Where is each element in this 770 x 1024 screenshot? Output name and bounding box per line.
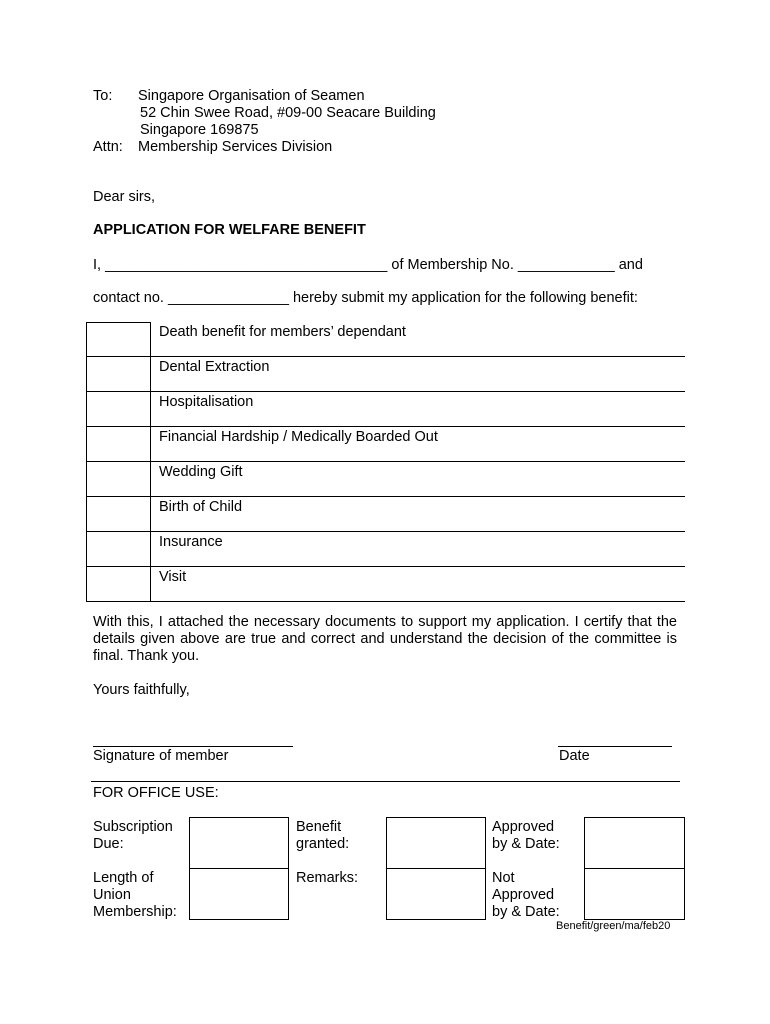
recipient-street: 52 Chin Swee Road, #09-00 Seacare Building [140, 105, 436, 121]
submit-text: hereby submit my application for the following benefit: [292, 290, 638, 306]
benefit-row [86, 567, 685, 602]
remarks-box[interactable] [386, 868, 486, 920]
benefit-checkbox-insurance[interactable] [86, 532, 151, 566]
attn-label: Attn: [93, 139, 123, 155]
benefit-checkbox-death[interactable] [86, 322, 151, 356]
benefit-checkbox-birth[interactable] [86, 497, 151, 531]
benefit-row [86, 462, 685, 497]
length-membership-box[interactable] [189, 868, 289, 920]
applicant-prefix: I, [93, 257, 102, 273]
benefit-label: Insurance [159, 534, 223, 550]
contact-no-field[interactable]: _______________ [167, 290, 289, 306]
recipient-city: Singapore 169875 [140, 122, 259, 138]
signature-line[interactable] [93, 746, 293, 747]
benefit-checkbox-wedding[interactable] [86, 462, 151, 496]
benefit-label: Visit [159, 569, 187, 585]
benefit-granted-box[interactable] [386, 817, 486, 869]
approved-box[interactable] [584, 817, 685, 869]
contact-no-text: contact no. [93, 290, 164, 306]
benefit-row [86, 392, 685, 427]
benefit-label: Dental Extraction [159, 359, 270, 375]
benefit-label: Hospitalisation [159, 394, 254, 410]
form-title: APPLICATION FOR WELFARE BENEFIT [93, 222, 366, 238]
length-membership-label: Length of Union Membership: [93, 870, 177, 920]
contact-line [93, 290, 638, 306]
benefit-row [86, 427, 685, 462]
benefit-row [86, 322, 685, 357]
office-use-heading: FOR OFFICE USE: [93, 785, 219, 801]
membership-no-field[interactable]: ____________ [517, 257, 615, 273]
member-name-field[interactable]: ___________________________________ [105, 257, 388, 273]
benefit-granted-label: Benefit granted: [296, 819, 350, 852]
not-approved-label: Not Approved by & Date: [492, 870, 560, 920]
subscription-due-box[interactable] [189, 817, 289, 869]
benefit-checkbox-hardship[interactable] [86, 427, 151, 461]
benefit-checkbox-visit[interactable] [86, 567, 151, 601]
date-label: Date [559, 748, 590, 764]
benefit-checklist [86, 322, 685, 602]
remarks-label: Remarks: [296, 870, 359, 886]
certification-paragraph: With this, I attached the necessary documents to support my application. I certify that the details given above are true and correct and understand the decision of the committee is final. Thank you. [93, 614, 677, 664]
benefit-row [86, 357, 685, 392]
attn-division: Membership Services Division [138, 139, 333, 155]
approved-label: Approved by & Date: [492, 819, 560, 852]
salutation: Dear sirs, [93, 189, 156, 205]
benefit-label: Financial Hardship / Medically Boarded Out [159, 429, 438, 445]
not-approved-box[interactable] [584, 868, 685, 920]
benefit-checkbox-hospitalisation[interactable] [86, 392, 151, 426]
closing: Yours faithfully, [93, 682, 190, 698]
footer-reference-code: Benefit/green/ma/feb20 [556, 920, 671, 932]
divider [91, 781, 680, 782]
benefit-label: Death benefit for members’ dependant [159, 324, 406, 340]
benefit-checkbox-dental[interactable] [86, 357, 151, 391]
applicant-line [93, 257, 643, 273]
subscription-due-label: Subscription Due: [93, 819, 173, 852]
benefit-row [86, 532, 685, 567]
benefit-label: Birth of Child [159, 499, 243, 515]
signature-label: Signature of member [93, 748, 229, 764]
membership-no-text: of Membership No. [391, 257, 514, 273]
benefit-label: Wedding Gift [159, 464, 243, 480]
benefit-row [86, 497, 685, 532]
recipient-organisation: Singapore Organisation of Seamen [138, 88, 365, 104]
to-label: To: [93, 88, 113, 104]
applicant-and: and [618, 257, 643, 273]
date-line[interactable] [558, 746, 672, 747]
